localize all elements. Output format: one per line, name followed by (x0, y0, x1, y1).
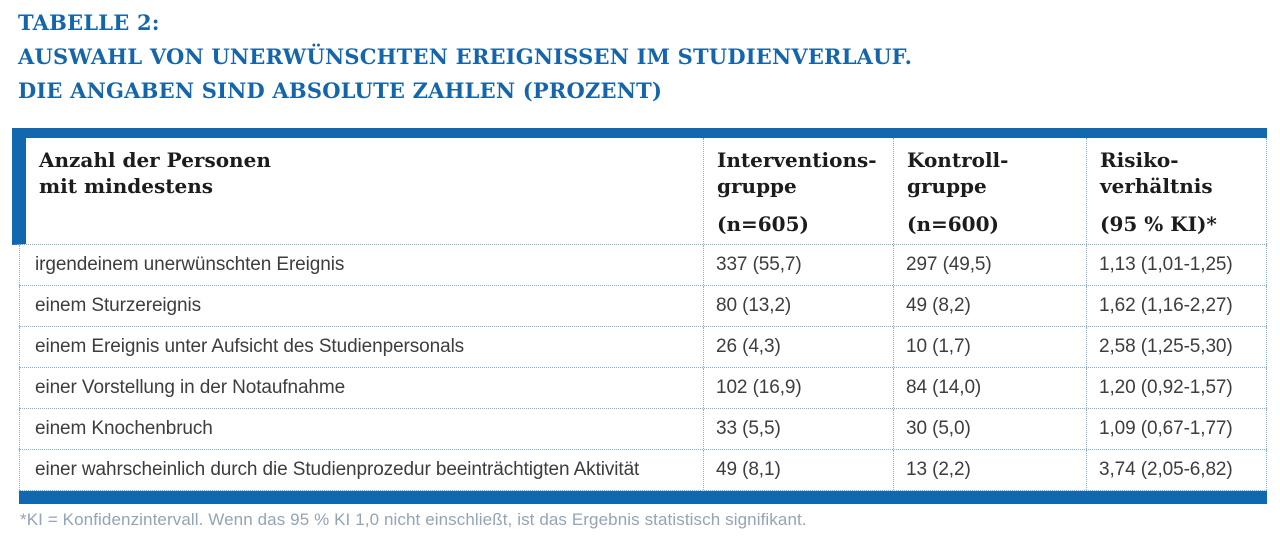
cell-control: 10 (1,7) (893, 327, 1086, 367)
row-label: einem Sturzereignis (19, 286, 703, 326)
table-row (19, 368, 1267, 409)
cell-control: 49 (8,2) (893, 286, 1086, 326)
header-control-line2: gruppe (907, 174, 987, 198)
cell-intervention: 33 (5,5) (703, 409, 893, 449)
cell-risk-ratio: 2,58 (1,25-5,30) (1086, 327, 1267, 367)
cell-intervention: 337 (55,7) (703, 245, 893, 285)
header-intervention-n: (n=605) (717, 212, 809, 236)
header-cell-intervention-group (703, 138, 893, 244)
cell-intervention: 102 (16,9) (703, 368, 893, 408)
header-intervention-line1: Interventions- (717, 148, 877, 172)
table-row (19, 327, 1267, 368)
cell-risk-ratio: 1,13 (1,01-1,25) (1086, 245, 1267, 285)
row-label: einem Ereignis unter Aufsicht des Studienpersonals (19, 327, 703, 367)
header-risk-line2: verhältnis (1100, 174, 1213, 198)
table-body (19, 245, 1267, 491)
title-line-2: AUSWAHL VON UNERWÜNSCHTEN EREIGNISSEN IM STUDIENVERLAUF. (18, 44, 913, 69)
cell-control: 13 (2,2) (893, 450, 1086, 490)
header-risk-ci: (95 % KI)* (1100, 212, 1217, 236)
table-row (19, 286, 1267, 327)
cell-risk-ratio: 1,09 (0,67-1,77) (1086, 409, 1267, 449)
cell-control: 297 (49,5) (893, 245, 1086, 285)
title-line-3: DIE ANGABEN SIND ABSOLUTE ZAHLEN (PROZENT) (18, 78, 663, 103)
header-cell-persons (26, 138, 703, 244)
data-table (12, 128, 1267, 504)
header-intervention-line2: gruppe (717, 174, 797, 198)
table-bottom-accent-bar (19, 491, 1267, 504)
header-cell-risk-ratio (1086, 138, 1267, 244)
cell-intervention: 26 (4,3) (703, 327, 893, 367)
title-line-1: TABELLE 2: (18, 10, 160, 35)
cell-risk-ratio: 1,20 (0,92-1,57) (1086, 368, 1267, 408)
table-row (19, 450, 1267, 491)
row-label: einer wahrscheinlich durch die Studienprozedur beeinträchtigten Aktivität (19, 450, 703, 490)
header-control-line1: Kontroll- (907, 148, 1009, 172)
cell-intervention: 49 (8,1) (703, 450, 893, 490)
row-label: einem Knochenbruch (19, 409, 703, 449)
table-header-row (12, 138, 1267, 245)
table-title (18, 6, 912, 108)
header-risk-line1: Risiko- (1100, 148, 1179, 172)
row-label: irgendeinem unerwünschten Ereignis (19, 245, 703, 285)
table-row (19, 409, 1267, 450)
header-persons-line2: mit mindestens (39, 174, 213, 198)
cell-intervention: 80 (13,2) (703, 286, 893, 326)
cell-control: 30 (5,0) (893, 409, 1086, 449)
header-cell-control-group (893, 138, 1086, 244)
table-footnote: *KI = Konfidenzintervall. Wenn das 95 % KI 1,0 nicht einschließt, ist das Ergebnis statistisch signifikant. (20, 510, 807, 529)
header-persons-line1: Anzahl der Personen (39, 148, 271, 172)
header-control-n: (n=600) (907, 212, 999, 236)
cell-risk-ratio: 1,62 (1,16-2,27) (1086, 286, 1267, 326)
cell-risk-ratio: 3,74 (2,05-6,82) (1086, 450, 1267, 490)
table-top-accent-bar (12, 128, 1267, 138)
cell-control: 84 (14,0) (893, 368, 1086, 408)
table-row (19, 245, 1267, 286)
row-label: einer Vorstellung in der Notaufnahme (19, 368, 703, 408)
